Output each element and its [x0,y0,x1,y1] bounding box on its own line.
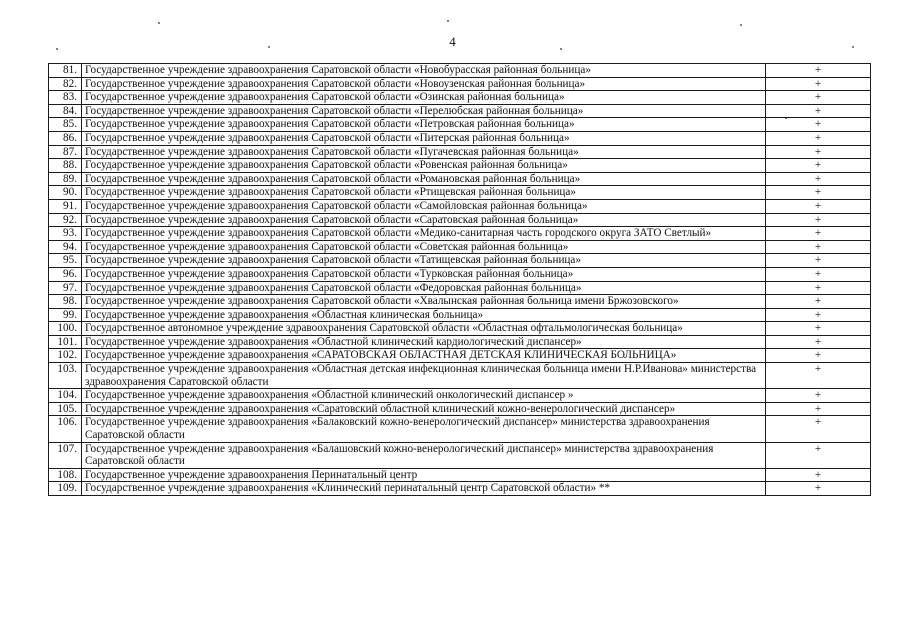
row-number: 92. [49,213,82,227]
table-row [49,295,871,309]
row-number: 89. [49,172,82,186]
inclusion-mark: + [766,104,871,118]
table-row [49,389,871,403]
row-number: 95. [49,254,82,268]
inclusion-mark: + [766,322,871,336]
institution-name: Государственное учреждение здравоохранения Саратовской области «Советская районная больница» [82,240,766,254]
institution-name: Государственное учреждение здравоохранения Саратовской области «Самойловская районная больница» [82,199,766,213]
inclusion-mark: + [766,402,871,416]
table-row [49,77,871,91]
row-number: 104. [49,389,82,403]
row-number: 96. [49,267,82,281]
inclusion-mark: + [766,227,871,241]
institution-name: Государственное учреждение здравоохранения Саратовской области «Медико-санитарная часть городского округа ЗАТО Светлый» [82,227,766,241]
row-number: 84. [49,104,82,118]
table-row [49,402,871,416]
inclusion-mark: + [766,482,871,496]
inclusion-mark: + [766,267,871,281]
institution-name: Государственное учреждение здравоохранения «Областная клиническая больница» [82,308,766,322]
table-row [49,159,871,173]
page-number: 4 [449,34,456,49]
institution-name: Государственное автономное учреждение здравоохранения Саратовской области «Областная офтальмологическая больница» [82,322,766,336]
institutions-table [48,63,871,496]
table-row [49,91,871,105]
table-row [49,322,871,336]
institution-name: Государственное учреждение здравоохранения «Областной клинический онкологический диспансер » [82,389,766,403]
table-row [49,104,871,118]
row-number: 87. [49,145,82,159]
institution-name: Государственное учреждение здравоохранения Саратовской области «Пугачевская районная больница» [82,145,766,159]
row-number: 83. [49,91,82,105]
table-row [49,131,871,145]
row-number: 97. [49,281,82,295]
table-row [49,335,871,349]
institution-name: Государственное учреждение здравоохранения Саратовской области «Романовская районная больница» [82,172,766,186]
table-row [49,267,871,281]
table-row [49,416,871,442]
inclusion-mark: + [766,308,871,322]
row-number: 107. [49,442,82,468]
row-number: 86. [49,131,82,145]
table-row [49,118,871,132]
row-number: 81. [49,64,82,78]
inclusion-mark: + [766,335,871,349]
table-row [49,64,871,78]
table-row [49,349,871,363]
row-number: 109. [49,482,82,496]
row-number: 98. [49,295,82,309]
row-number: 91. [49,199,82,213]
institution-name: Государственное учреждение здравоохранения Саратовской области «Перелюбская районная больница» [82,104,766,118]
institution-name: Государственное учреждение здравоохранения Саратовской области «Озинская районная больница» [82,91,766,105]
institution-name: Государственное учреждение здравоохранения «Балашовский кожно-венерологический диспансер» министерства здравоохранения Саратовской области [82,442,766,468]
inclusion-mark: + [766,295,871,309]
row-number: 93. [49,227,82,241]
inclusion-mark: + [766,64,871,78]
table-row [49,172,871,186]
institution-name: Государственное учреждение здравоохранения «Балаковский кожно-венерологический диспансер» министерства здравоохранения Саратовской области [82,416,766,442]
row-number: 90. [49,186,82,200]
inclusion-mark: + [766,254,871,268]
table-row [49,186,871,200]
institution-name: Государственное учреждение здравоохранения Саратовской области «Петровская районная больница» [82,118,766,132]
inclusion-mark: + [766,172,871,186]
institution-name: Государственное учреждение здравоохранения Саратовской области «Саратовская районная больница» [82,213,766,227]
row-number: 106. [49,416,82,442]
table-row [49,468,871,482]
row-number: 99. [49,308,82,322]
table-row [49,199,871,213]
table-row [49,442,871,468]
table-row [49,213,871,227]
inclusion-mark: + [766,131,871,145]
institution-name: Государственное учреждение здравоохранения «Клинический перинатальный центр Саратовской области» ** [82,482,766,496]
inclusion-mark: + [766,186,871,200]
inclusion-mark: + [766,118,871,132]
institutions-table-body [49,64,871,496]
inclusion-mark: + [766,240,871,254]
inclusion-mark: + [766,91,871,105]
institution-name: Государственное учреждение здравоохранения Саратовской области «Татищевская районная больница» [82,254,766,268]
institution-name: Государственное учреждение здравоохранения Саратовской области «Федоровская районная больница» [82,281,766,295]
row-number: 102. [49,349,82,363]
row-number: 103. [49,363,82,389]
inclusion-mark: + [766,145,871,159]
institution-name: Государственное учреждение здравоохранения Саратовской области «Хвалынская районная больница имени Бржозовского» [82,295,766,309]
table-row [49,227,871,241]
table-row [49,281,871,295]
table-row [49,308,871,322]
institution-name: Государственное учреждение здравоохранения Саратовской области «Турковская районная больница» [82,267,766,281]
row-number: 105. [49,402,82,416]
inclusion-mark: + [766,281,871,295]
row-number: 82. [49,77,82,91]
institution-name: Государственное учреждение здравоохранения Саратовской области «Питерская районная больница» [82,131,766,145]
table-row [49,363,871,389]
institution-name: Государственное учреждение здравоохранения «Саратовский областной клинический кожно-венерологический диспансер» [82,402,766,416]
inclusion-mark: + [766,442,871,468]
row-number: 88. [49,159,82,173]
row-number: 85. [49,118,82,132]
inclusion-mark: + [766,416,871,442]
inclusion-mark: + [766,77,871,91]
row-number: 101. [49,335,82,349]
inclusion-mark: + [766,363,871,389]
inclusion-mark: + [766,199,871,213]
institution-name: Государственное учреждение здравоохранения «Областная детская инфекционная клиническая больница имени Н.Р.Иванова» министерства здравоохранения Саратовской области [82,363,766,389]
inclusion-mark: + [766,159,871,173]
row-number: 94. [49,240,82,254]
table-row [49,482,871,496]
institution-name: Государственное учреждение здравоохранения «Областной клинический кардиологический диспансер» [82,335,766,349]
row-number: 100. [49,322,82,336]
table-row [49,254,871,268]
institution-name: Государственное учреждение здравоохранения Саратовской области «Ровенская районная больница» [82,159,766,173]
table-row [49,145,871,159]
institution-name: Государственное учреждение здравоохранения Саратовской области «Ртищевская районная больница» [82,186,766,200]
institution-name: Государственное учреждение здравоохранения Саратовской области «Новоузенская районная больница» [82,77,766,91]
institution-name: Государственное учреждение здравоохранения Перинатальный центр [82,468,766,482]
inclusion-mark: + [766,213,871,227]
inclusion-mark: + [766,468,871,482]
inclusion-mark: + [766,349,871,363]
row-number: 108. [49,468,82,482]
table-row [49,240,871,254]
institution-name: Государственное учреждение здравоохранения «САРАТОВСКАЯ ОБЛАСТНАЯ ДЕТСКАЯ КЛИНИЧЕСКАЯ БОЛЬНИЦА» [82,349,766,363]
inclusion-mark: + [766,389,871,403]
institution-name: Государственное учреждение здравоохранения Саратовской области «Новобурасская районная больница» [82,64,766,78]
